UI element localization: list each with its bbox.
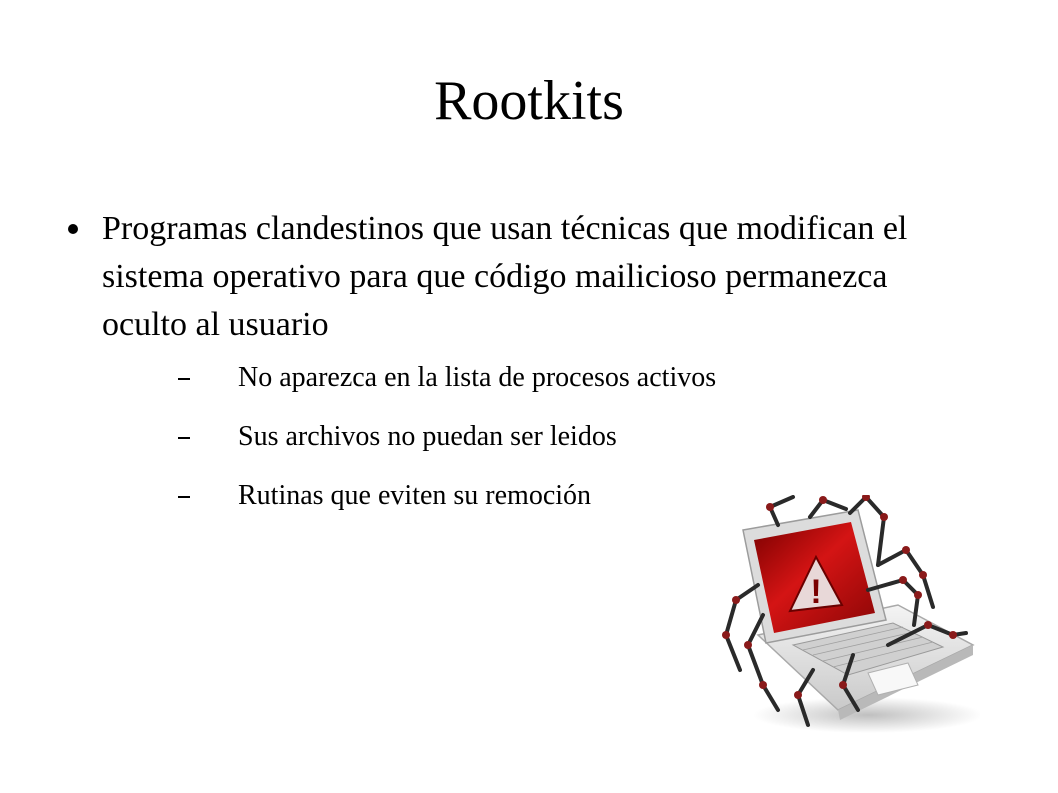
spider-laptop-warning-icon — [718, 495, 980, 740]
main-bullet-text: Programas clandestinos que usan técnicas que modifican el sistema operativo para que código mailicioso permanezca oculto al usuario — [102, 210, 908, 343]
sub-bullet-text: Rutinas que eviten su remoción — [238, 480, 592, 511]
main-bullet-list — [68, 205, 968, 349]
main-bullet-item — [68, 205, 968, 349]
dash-bullet-icon — [178, 437, 190, 439]
sub-bullet-text: Sus archivos no puedan ser leidos — [238, 421, 617, 452]
bullet-dot-icon — [68, 224, 78, 234]
sub-bullet-item — [178, 361, 938, 395]
slide-title: Rootkits — [434, 70, 624, 132]
warning-glyph: ! — [810, 573, 822, 611]
dash-bullet-icon — [178, 378, 190, 380]
dash-bullet-icon — [178, 496, 190, 498]
sub-bullet-item — [178, 420, 938, 454]
sub-bullet-text: No aparezca en la lista de procesos activos — [238, 362, 717, 393]
